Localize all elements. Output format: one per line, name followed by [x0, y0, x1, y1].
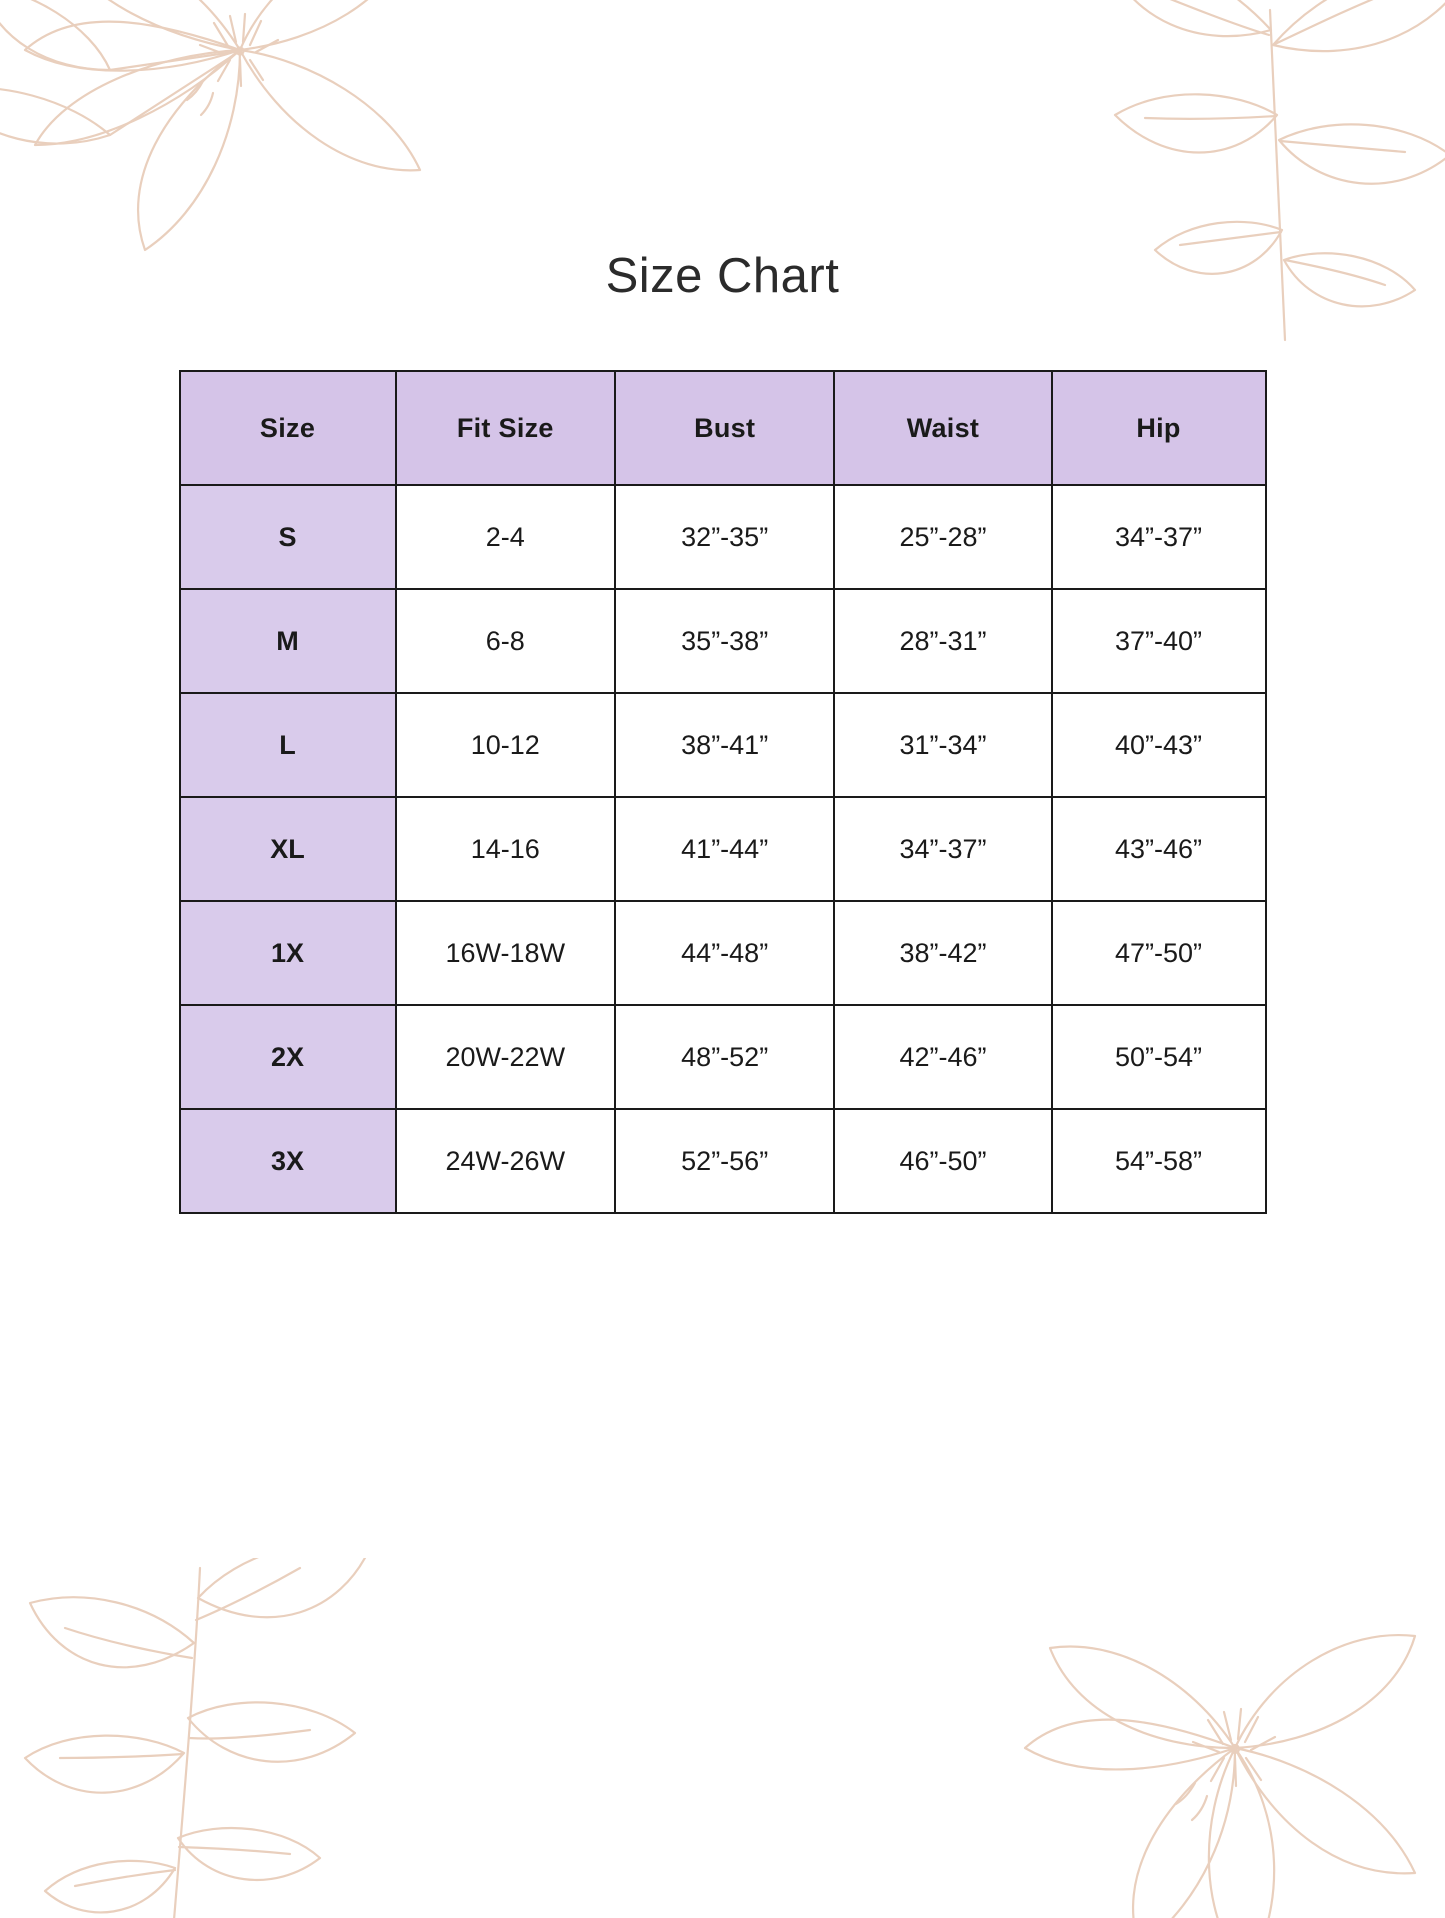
table-row — [180, 485, 1266, 589]
cell-waist: 46”-50” — [834, 1109, 1051, 1213]
cell-hip: 34”-37” — [1052, 485, 1266, 589]
cell-fit-size: 6-8 — [396, 589, 615, 693]
cell-bust: 38”-41” — [615, 693, 834, 797]
column-header-waist: Waist — [834, 371, 1051, 485]
cell-fit-size: 14-16 — [396, 797, 615, 901]
cell-waist: 38”-42” — [834, 901, 1051, 1005]
cell-waist: 42”-46” — [834, 1005, 1051, 1109]
column-header-bust: Bust — [615, 371, 834, 485]
table-row — [180, 589, 1266, 693]
cell-bust: 48”-52” — [615, 1005, 834, 1109]
table-row — [180, 693, 1266, 797]
table-row — [180, 1109, 1266, 1213]
floral-bottom-left-icon — [0, 1558, 400, 1918]
cell-hip: 40”-43” — [1052, 693, 1266, 797]
cell-size: M — [180, 589, 396, 693]
cell-size: XL — [180, 797, 396, 901]
size-chart-table — [179, 370, 1267, 1214]
cell-bust: 35”-38” — [615, 589, 834, 693]
column-header-fit-size: Fit Size — [396, 371, 615, 485]
column-header-size: Size — [180, 371, 396, 485]
table-row — [180, 797, 1266, 901]
cell-fit-size: 24W-26W — [396, 1109, 615, 1213]
cell-fit-size: 2-4 — [396, 485, 615, 589]
cell-hip: 50”-54” — [1052, 1005, 1266, 1109]
cell-hip: 47”-50” — [1052, 901, 1266, 1005]
floral-bottom-right-icon — [985, 1518, 1445, 1918]
table-row — [180, 1005, 1266, 1109]
cell-waist: 31”-34” — [834, 693, 1051, 797]
cell-size: S — [180, 485, 396, 589]
cell-bust: 44”-48” — [615, 901, 834, 1005]
table-row — [180, 901, 1266, 1005]
page-title: Size Chart — [605, 249, 840, 303]
table-header-row — [180, 371, 1266, 485]
cell-bust: 52”-56” — [615, 1109, 834, 1213]
cell-waist: 25”-28” — [834, 485, 1051, 589]
cell-size: 3X — [180, 1109, 396, 1213]
column-header-hip: Hip — [1052, 371, 1266, 485]
cell-fit-size: 10-12 — [396, 693, 615, 797]
cell-fit-size: 16W-18W — [396, 901, 615, 1005]
cell-size: 2X — [180, 1005, 396, 1109]
cell-bust: 32”-35” — [615, 485, 834, 589]
cell-size: 1X — [180, 901, 396, 1005]
cell-waist: 28”-31” — [834, 589, 1051, 693]
cell-hip: 37”-40” — [1052, 589, 1266, 693]
cell-hip: 54”-58” — [1052, 1109, 1266, 1213]
cell-hip: 43”-46” — [1052, 797, 1266, 901]
cell-waist: 34”-37” — [834, 797, 1051, 901]
cell-bust: 41”-44” — [615, 797, 834, 901]
cell-size: L — [180, 693, 396, 797]
size-chart-table-container — [179, 301, 1267, 1214]
cell-fit-size: 20W-22W — [396, 1005, 615, 1109]
